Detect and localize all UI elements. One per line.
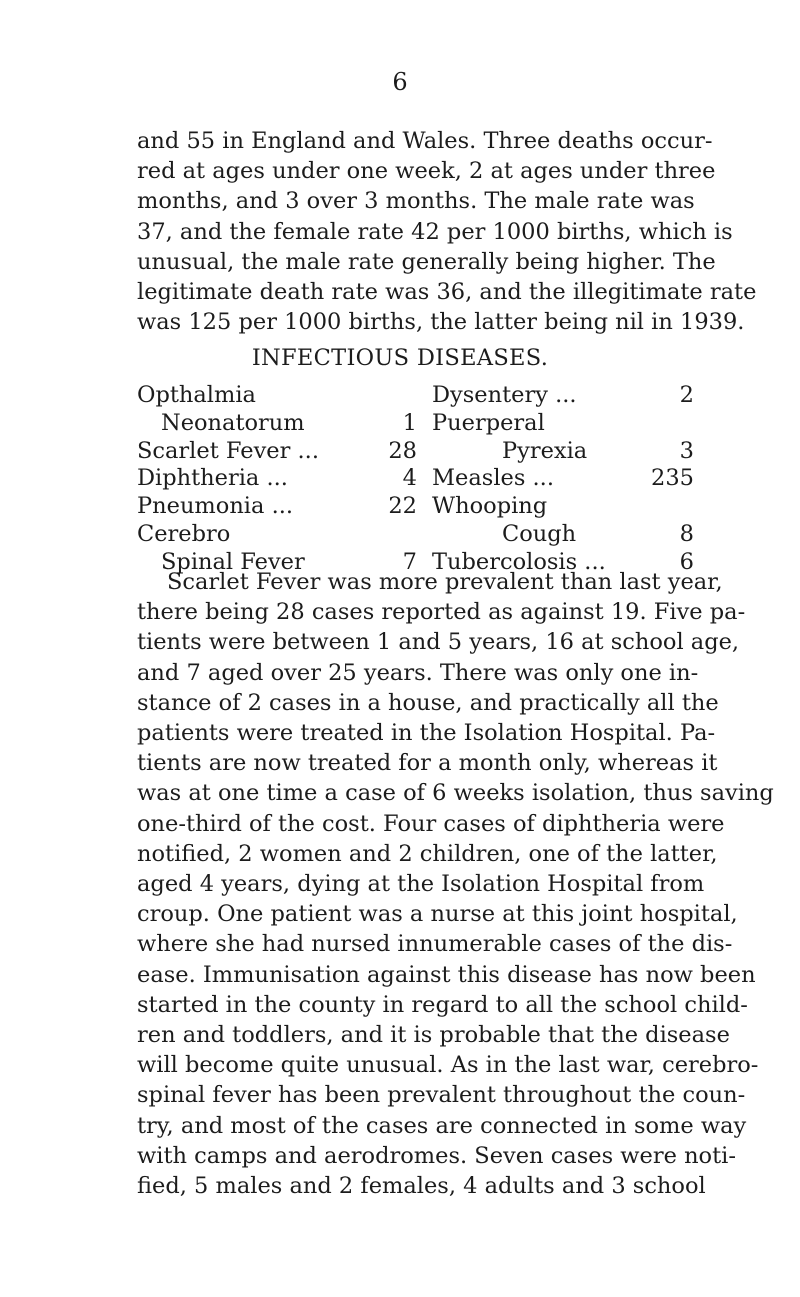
- text-line: notified, 2 women and 2 children, one of the latter,: [137, 840, 718, 867]
- text-line: tients are now treated for a month only, whereas it: [137, 750, 718, 777]
- text-line: patients were treated in the Isolation Hospital. Pa-: [137, 720, 716, 747]
- case-count: 3: [679, 437, 694, 464]
- text-line: months, and 3 over 3 months. The male rate was: [137, 188, 695, 215]
- case-count: 22: [388, 493, 417, 520]
- case-count: 235: [651, 465, 694, 492]
- case-count: 6: [679, 548, 694, 575]
- disease-row: [432, 465, 694, 493]
- text-line: and 7 aged over 25 years. There was only one in-: [137, 659, 699, 686]
- disease-row: [137, 493, 417, 521]
- disease-name: Cough: [502, 520, 577, 547]
- text-line: unusual, the male rate generally being higher. The: [137, 248, 716, 275]
- text-line: started in the county in regard to all the school child-: [137, 991, 748, 1018]
- case-count: 7: [402, 548, 417, 575]
- disease-name: Tubercolosis ...: [432, 548, 606, 575]
- text-line: try, and most of the cases are connected in some way: [137, 1112, 747, 1139]
- case-count: [395, 382, 417, 410]
- disease-name: Pyrexia: [502, 437, 588, 464]
- disease-row: [432, 438, 694, 466]
- disease-name: Diphtheria ...: [137, 465, 288, 492]
- case-count: 8: [679, 520, 694, 547]
- text-line: croup. One patient was a nurse at this joint hospital,: [137, 901, 738, 928]
- disease-row: [432, 410, 694, 438]
- disease-list-left: [137, 382, 417, 577]
- text-line: will become quite unusual. As in the last war, cerebro-: [137, 1052, 759, 1079]
- text-line: there being 28 cases reported as against 19. Five pa-: [137, 599, 746, 626]
- text-line: with camps and aerodromes. Seven cases were noti-: [137, 1142, 736, 1169]
- disease-name: Spinal Fever: [161, 548, 305, 575]
- disease-name: Scarlet Fever ...: [137, 437, 319, 464]
- text-line: spinal fever has been prevalent throughout the coun-: [137, 1082, 746, 1109]
- paragraph-scarlet-fever: [137, 567, 774, 1201]
- case-count: 4: [402, 465, 417, 492]
- case-count: 2: [679, 382, 694, 408]
- disease-name: Puerperal: [432, 409, 545, 436]
- disease-list-right: [432, 382, 694, 577]
- text-line: one-third of the cost. Four cases of diphtheria were: [137, 810, 725, 837]
- case-count: [395, 521, 417, 549]
- disease-name: Cerebro: [137, 520, 231, 547]
- text-line: ren and toddlers, and it is probable that the disease: [137, 1022, 730, 1049]
- case-count: [672, 493, 694, 521]
- disease-name: Neonatorum: [161, 409, 305, 436]
- disease-row: [432, 382, 694, 410]
- disease-row: [137, 410, 417, 438]
- text-line: ease. Immunisation against this disease has now been: [137, 961, 756, 988]
- case-count: 1: [402, 409, 417, 436]
- section-heading: INFECTIOUS DISEASES.: [251, 345, 549, 371]
- disease-row: [432, 521, 694, 549]
- disease-name: Opthalmia: [137, 382, 256, 408]
- text-line: aged 4 years, dying at the Isolation Hospital from: [137, 871, 705, 898]
- disease-row: [137, 465, 417, 493]
- page-number: 6: [392, 68, 408, 96]
- text-line: and 55 in England and Wales. Three deaths occur-: [137, 128, 713, 154]
- disease-row: [137, 521, 417, 549]
- case-count: [672, 410, 694, 438]
- disease-row: [137, 438, 417, 466]
- paragraph-infant-mortality: [137, 126, 757, 337]
- text-line: red at ages under one week, 2 at ages under three: [137, 158, 716, 185]
- case-count: 28: [388, 437, 417, 464]
- disease-name: Pneumonia ...: [137, 493, 294, 520]
- text-line: where she had nursed innumerable cases of the dis-: [137, 931, 733, 958]
- disease-row: [137, 382, 417, 410]
- text-line: was at one time a case of 6 weeks isolation, thus saving: [137, 780, 774, 807]
- text-line: 37, and the female rate 42 per 1000 births, which is: [137, 218, 733, 245]
- text-line: fied, 5 males and 2 females, 4 adults and 3 school: [137, 1173, 706, 1200]
- disease-name: Dysentery ...: [432, 382, 577, 408]
- text-line: was 125 per 1000 births, the latter being nil in 1939.: [137, 309, 745, 336]
- disease-name: Measles ...: [432, 465, 554, 492]
- text-line: legitimate death rate was 36, and the illegitimate rate: [137, 279, 757, 306]
- disease-row: [432, 493, 694, 521]
- text-line: tients were between 1 and 5 years, 16 at school age,: [137, 629, 740, 656]
- disease-name: Whooping: [432, 493, 548, 520]
- text-line: stance of 2 cases in a house, and practically all the: [137, 689, 719, 716]
- text-line: Scarlet Fever was more prevalent than last year,: [167, 569, 723, 595]
